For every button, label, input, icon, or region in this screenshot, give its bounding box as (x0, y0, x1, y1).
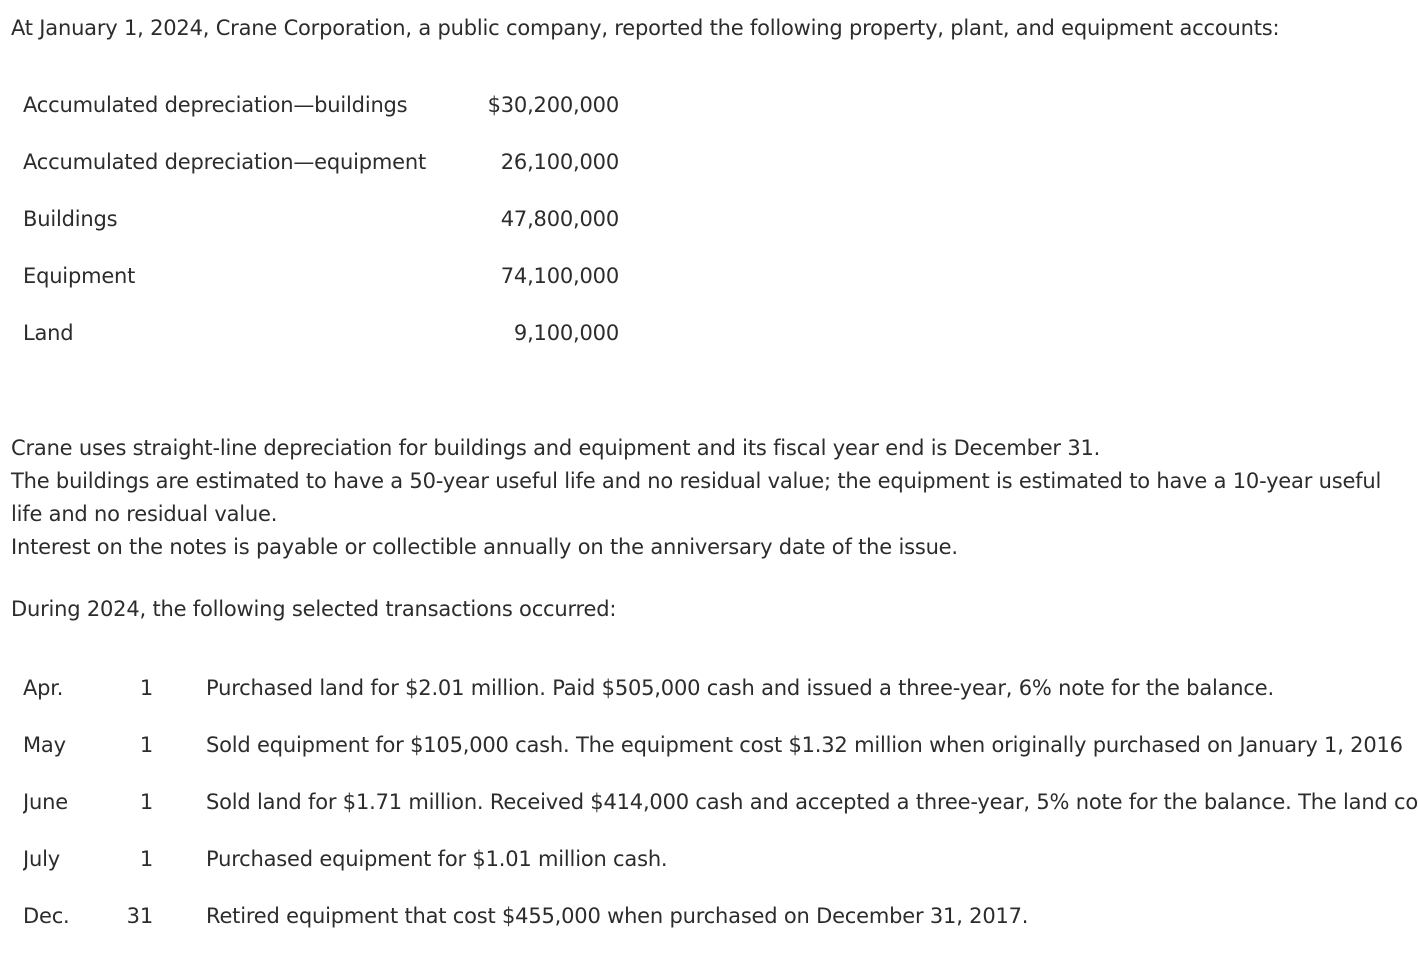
account-name: Equipment (23, 264, 136, 288)
transactions-table (23, 676, 1418, 961)
account-row (23, 264, 623, 321)
transaction-row (23, 676, 1418, 733)
transaction-month: Apr. (23, 676, 64, 700)
note-line: The buildings are estimated to have a 50-year useful life and no residual value; the equipment is estimated to have a 10-year useful life and no residual value. (11, 469, 1382, 526)
account-name: Buildings (23, 207, 118, 231)
transaction-day: 31 (126, 904, 153, 928)
account-row (23, 321, 623, 378)
account-row (23, 93, 623, 150)
account-amount: 74,100,000 (500, 264, 619, 288)
account-amount: 9,100,000 (513, 321, 619, 345)
ppe-accounts-table (23, 93, 623, 378)
transaction-day: 1 (139, 847, 153, 871)
transaction-description: Purchased land for $2.01 million. Paid $505,000 cash and issued a three-year, 6% note for the balance. (206, 676, 1274, 700)
depreciation-notes (11, 432, 1411, 564)
transaction-month: Dec. (23, 904, 70, 928)
transaction-day: 1 (139, 676, 153, 700)
transaction-row (23, 847, 1418, 904)
transaction-description: Purchased equipment for $1.01 million cash. (206, 847, 668, 871)
intro-text: At January 1, 2024, Crane Corporation, a public company, reported the following property, plant, and equipment accounts: (11, 16, 1280, 40)
transaction-row (23, 790, 1418, 847)
transaction-description: Retired equipment that cost $455,000 when purchased on December 31, 2017. (206, 904, 1029, 928)
transactions-intro: During 2024, the following selected transactions occurred: (11, 597, 617, 621)
account-amount: 47,800,000 (500, 207, 619, 231)
account-amount: $30,200,000 (487, 93, 619, 117)
account-row (23, 150, 623, 207)
transaction-month: June (23, 790, 68, 814)
transaction-month: July (23, 847, 60, 871)
note-line: Interest on the notes is payable or collectible annually on the anniversary date of the issue. (11, 535, 958, 559)
account-row (23, 207, 623, 264)
note-line: Crane uses straight-line depreciation for buildings and equipment and its fiscal year end is December 31. (11, 436, 1101, 460)
transaction-row (23, 733, 1418, 790)
account-name: Accumulated depreciation—buildings (23, 93, 408, 117)
transaction-description: Sold land for $1.71 million. Received $414,000 cash and accepted a three-year, 5% note for the balance. The land co (206, 790, 1418, 814)
transaction-month: May (23, 733, 66, 757)
account-amount: 26,100,000 (500, 150, 619, 174)
account-name: Land (23, 321, 74, 345)
transaction-description: Sold equipment for $105,000 cash. The equipment cost $1.32 million when originally purchased on January 1, 2016 (206, 733, 1403, 757)
transaction-row (23, 904, 1418, 961)
account-name: Accumulated depreciation—equipment (23, 150, 427, 174)
transaction-day: 1 (139, 790, 153, 814)
transaction-day: 1 (139, 733, 153, 757)
